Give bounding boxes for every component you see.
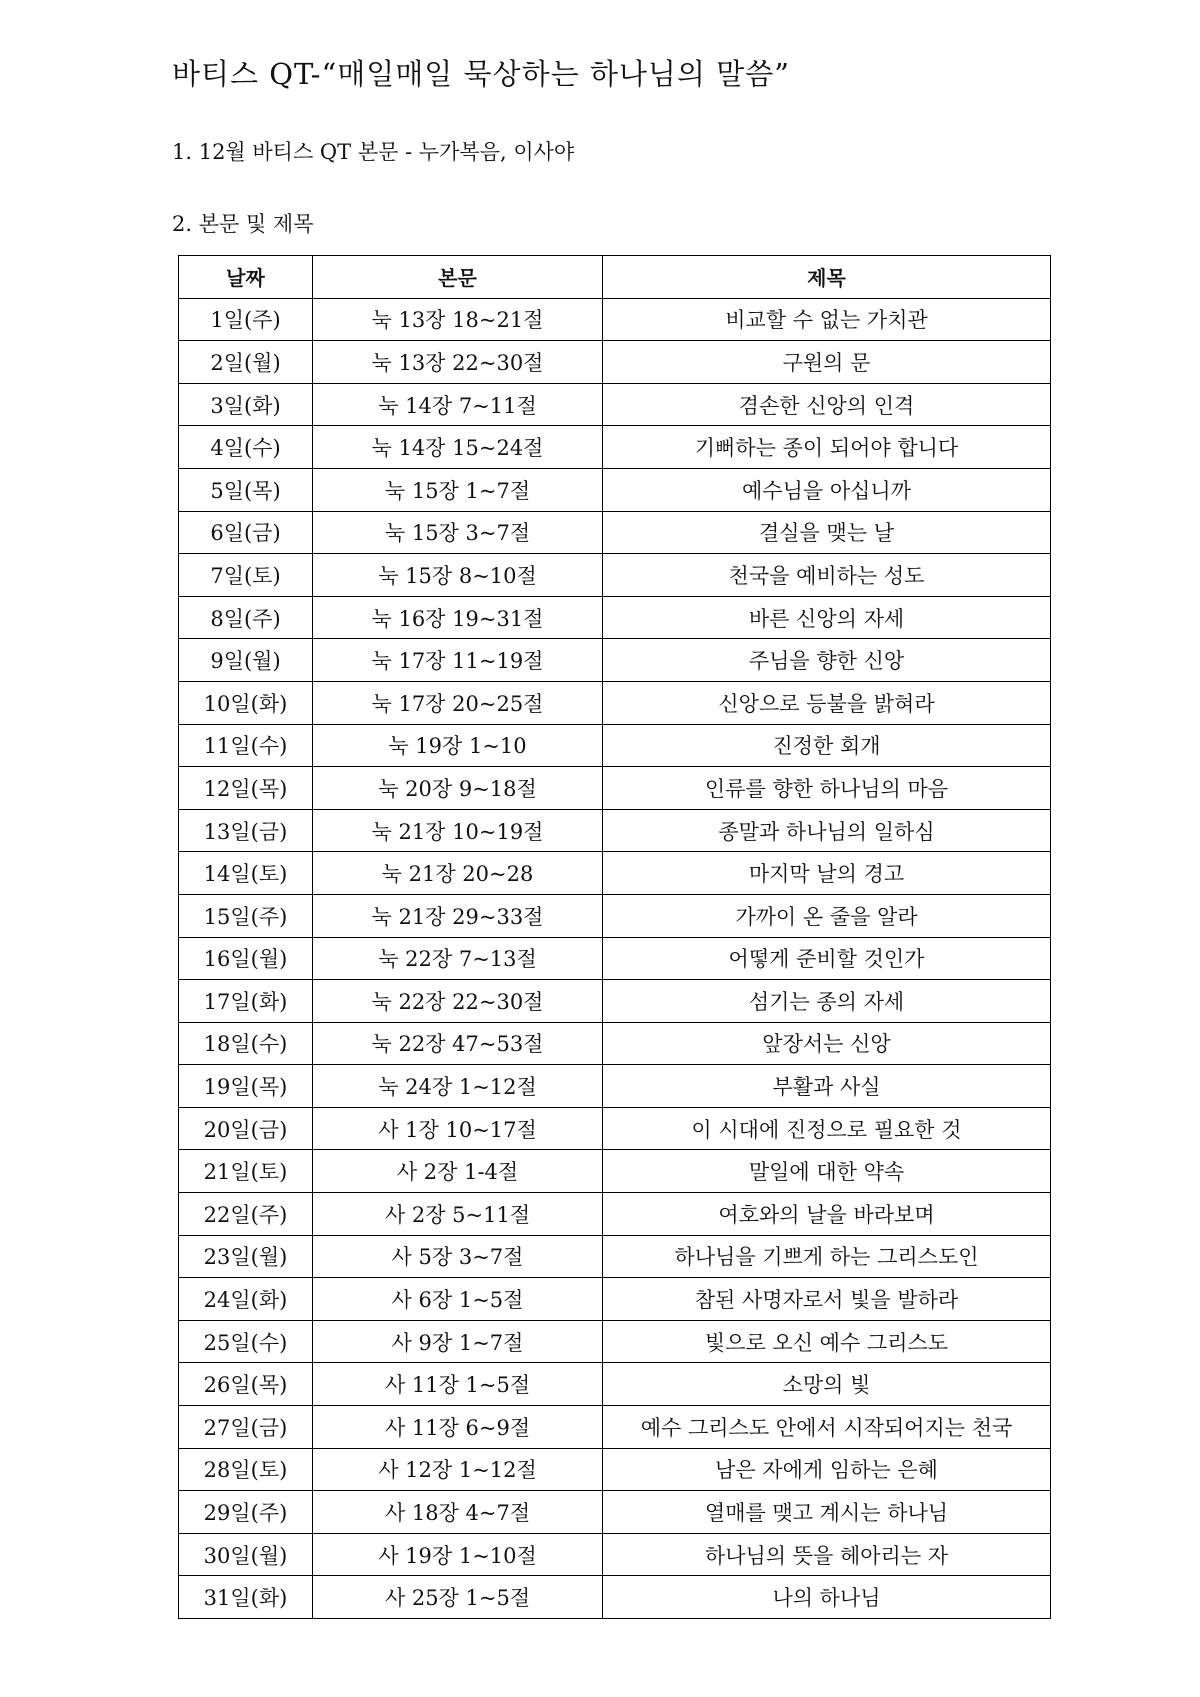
table-row <box>179 809 1051 852</box>
title-cell: 가까이 온 줄을 알라 <box>603 894 1051 937</box>
table-row <box>179 1150 1051 1193</box>
title-cell: 나의 하나님 <box>603 1576 1051 1619</box>
date-cell: 27일(금) <box>179 1406 313 1449</box>
title-cell: 어떻게 준비할 것인가 <box>603 937 1051 980</box>
passage-cell: 사 25장 1~5절 <box>313 1576 603 1619</box>
date-cell: 6일(금) <box>179 511 313 554</box>
table-row <box>179 383 1051 426</box>
date-cell: 11일(수) <box>179 724 313 767</box>
table-row <box>179 1533 1051 1576</box>
date-cell: 4일(수) <box>179 426 313 469</box>
title-cell: 빛으로 오신 예수 그리스도 <box>603 1320 1051 1363</box>
title-cell: 진정한 회개 <box>603 724 1051 767</box>
title-cell: 말일에 대한 약속 <box>603 1150 1051 1193</box>
date-cell: 30일(월) <box>179 1533 313 1576</box>
table-row <box>179 341 1051 384</box>
schedule-table <box>178 255 1051 1619</box>
passage-cell: 눅 19장 1~10 <box>313 724 603 767</box>
passage-cell: 눅 24장 1~12절 <box>313 1065 603 1108</box>
date-cell: 3일(화) <box>179 383 313 426</box>
passage-cell: 사 6장 1~5절 <box>313 1278 603 1321</box>
passage-cell: 사 12장 1~12절 <box>313 1448 603 1491</box>
date-cell: 2일(월) <box>179 341 313 384</box>
title-cell: 참된 사명자로서 빛을 발하라 <box>603 1278 1051 1321</box>
date-cell: 17일(화) <box>179 980 313 1023</box>
date-cell: 14일(토) <box>179 852 313 895</box>
passage-cell: 눅 22장 47~53절 <box>313 1022 603 1065</box>
title-cell: 바른 신앙의 자세 <box>603 596 1051 639</box>
table-row <box>179 852 1051 895</box>
table-row <box>179 1576 1051 1619</box>
date-cell: 13일(금) <box>179 809 313 852</box>
header-date: 날짜 <box>179 256 313 299</box>
table-row <box>179 724 1051 767</box>
passage-cell: 눅 17장 20~25절 <box>313 681 603 724</box>
title-cell: 겸손한 신앙의 인격 <box>603 383 1051 426</box>
date-cell: 16일(월) <box>179 937 313 980</box>
title-cell: 천국을 예비하는 성도 <box>603 554 1051 597</box>
title-cell: 구원의 문 <box>603 341 1051 384</box>
table-row <box>179 1491 1051 1534</box>
date-cell: 10일(화) <box>179 681 313 724</box>
table-row <box>179 1235 1051 1278</box>
table-row <box>179 980 1051 1023</box>
date-cell: 23일(월) <box>179 1235 313 1278</box>
section-2-heading: 2. 본문 및 제목 <box>172 212 314 236</box>
passage-cell: 눅 15장 8~10절 <box>313 554 603 597</box>
title-cell: 소망의 빛 <box>603 1363 1051 1406</box>
passage-cell: 눅 20장 9~18절 <box>313 767 603 810</box>
date-cell: 26일(목) <box>179 1363 313 1406</box>
table-body <box>179 298 1051 1618</box>
table-row <box>179 1278 1051 1321</box>
table-row <box>179 511 1051 554</box>
passage-cell: 사 9장 1~7절 <box>313 1320 603 1363</box>
table-row <box>179 554 1051 597</box>
date-cell: 19일(목) <box>179 1065 313 1108</box>
title-cell: 하나님의 뜻을 헤아리는 자 <box>603 1533 1051 1576</box>
table-row <box>179 681 1051 724</box>
table-row <box>179 468 1051 511</box>
passage-cell: 사 18장 4~7절 <box>313 1491 603 1534</box>
passage-cell: 사 11장 6~9절 <box>313 1406 603 1449</box>
table-row <box>179 1448 1051 1491</box>
table-row <box>179 1065 1051 1108</box>
passage-cell: 눅 21장 29~33절 <box>313 894 603 937</box>
title-cell: 예수님을 아십니까 <box>603 468 1051 511</box>
date-cell: 21일(토) <box>179 1150 313 1193</box>
passage-cell: 눅 17장 11~19절 <box>313 639 603 682</box>
table-row <box>179 1406 1051 1449</box>
date-cell: 29일(주) <box>179 1491 313 1534</box>
table-row <box>179 937 1051 980</box>
passage-cell: 눅 13장 18~21절 <box>313 298 603 341</box>
table-row <box>179 639 1051 682</box>
table-row <box>179 1022 1051 1065</box>
passage-cell: 사 1장 10~17절 <box>313 1107 603 1150</box>
date-cell: 31일(화) <box>179 1576 313 1619</box>
title-cell: 비교할 수 없는 가치관 <box>603 298 1051 341</box>
passage-cell: 눅 22장 7~13절 <box>313 937 603 980</box>
title-cell: 기뻐하는 종이 되어야 합니다 <box>603 426 1051 469</box>
title-cell: 이 시대에 진정으로 필요한 것 <box>603 1107 1051 1150</box>
date-cell: 20일(금) <box>179 1107 313 1150</box>
passage-cell: 눅 16장 19~31절 <box>313 596 603 639</box>
title-cell: 부활과 사실 <box>603 1065 1051 1108</box>
title-cell: 섬기는 종의 자세 <box>603 980 1051 1023</box>
table-row <box>179 767 1051 810</box>
passage-cell: 눅 21장 10~19절 <box>313 809 603 852</box>
table-row <box>179 894 1051 937</box>
title-cell: 앞장서는 신앙 <box>603 1022 1051 1065</box>
title-cell: 인류를 향한 하나님의 마음 <box>603 767 1051 810</box>
header-title: 제목 <box>603 256 1051 299</box>
table-row <box>179 596 1051 639</box>
date-cell: 9일(월) <box>179 639 313 682</box>
title-cell: 예수 그리스도 안에서 시작되어지는 천국 <box>603 1406 1051 1449</box>
table-row <box>179 426 1051 469</box>
date-cell: 5일(목) <box>179 468 313 511</box>
title-cell: 종말과 하나님의 일하심 <box>603 809 1051 852</box>
title-cell: 마지막 날의 경고 <box>603 852 1051 895</box>
date-cell: 25일(수) <box>179 1320 313 1363</box>
passage-cell: 눅 21장 20~28 <box>313 852 603 895</box>
passage-cell: 사 5장 3~7절 <box>313 1235 603 1278</box>
section-1-heading: 1. 12월 바티스 QT 본문 - 누가복음, 이사야 <box>172 140 575 164</box>
date-cell: 7일(토) <box>179 554 313 597</box>
passage-cell: 눅 22장 22~30절 <box>313 980 603 1023</box>
date-cell: 15일(주) <box>179 894 313 937</box>
document-title: 바티스 QT-“매일매일 묵상하는 하나님의 말씀” <box>172 57 790 91</box>
passage-cell: 사 2장 5~11절 <box>313 1193 603 1236</box>
passage-cell: 눅 15장 3~7절 <box>313 511 603 554</box>
table-row <box>179 1193 1051 1236</box>
title-cell: 여호와의 날을 바라보며 <box>603 1193 1051 1236</box>
title-cell: 열매를 맺고 계시는 하나님 <box>603 1491 1051 1534</box>
title-cell: 하나님을 기쁘게 하는 그리스도인 <box>603 1235 1051 1278</box>
title-cell: 결실을 맺는 날 <box>603 511 1051 554</box>
passage-cell: 눅 14장 7~11절 <box>313 383 603 426</box>
date-cell: 12일(목) <box>179 767 313 810</box>
header-passage: 본문 <box>313 256 603 299</box>
date-cell: 8일(주) <box>179 596 313 639</box>
title-cell: 남은 자에게 임하는 은혜 <box>603 1448 1051 1491</box>
date-cell: 1일(주) <box>179 298 313 341</box>
table-row <box>179 1107 1051 1150</box>
passage-cell: 사 2장 1-4절 <box>313 1150 603 1193</box>
passage-cell: 눅 13장 22~30절 <box>313 341 603 384</box>
title-cell: 주님을 향한 신앙 <box>603 639 1051 682</box>
table-row <box>179 1363 1051 1406</box>
table-header-row <box>179 256 1051 299</box>
date-cell: 28일(토) <box>179 1448 313 1491</box>
table-row <box>179 1320 1051 1363</box>
date-cell: 24일(화) <box>179 1278 313 1321</box>
table-row <box>179 298 1051 341</box>
passage-cell: 사 11장 1~5절 <box>313 1363 603 1406</box>
date-cell: 18일(수) <box>179 1022 313 1065</box>
passage-cell: 눅 15장 1~7절 <box>313 468 603 511</box>
title-cell: 신앙으로 등불을 밝혀라 <box>603 681 1051 724</box>
date-cell: 22일(주) <box>179 1193 313 1236</box>
passage-cell: 사 19장 1~10절 <box>313 1533 603 1576</box>
passage-cell: 눅 14장 15~24절 <box>313 426 603 469</box>
